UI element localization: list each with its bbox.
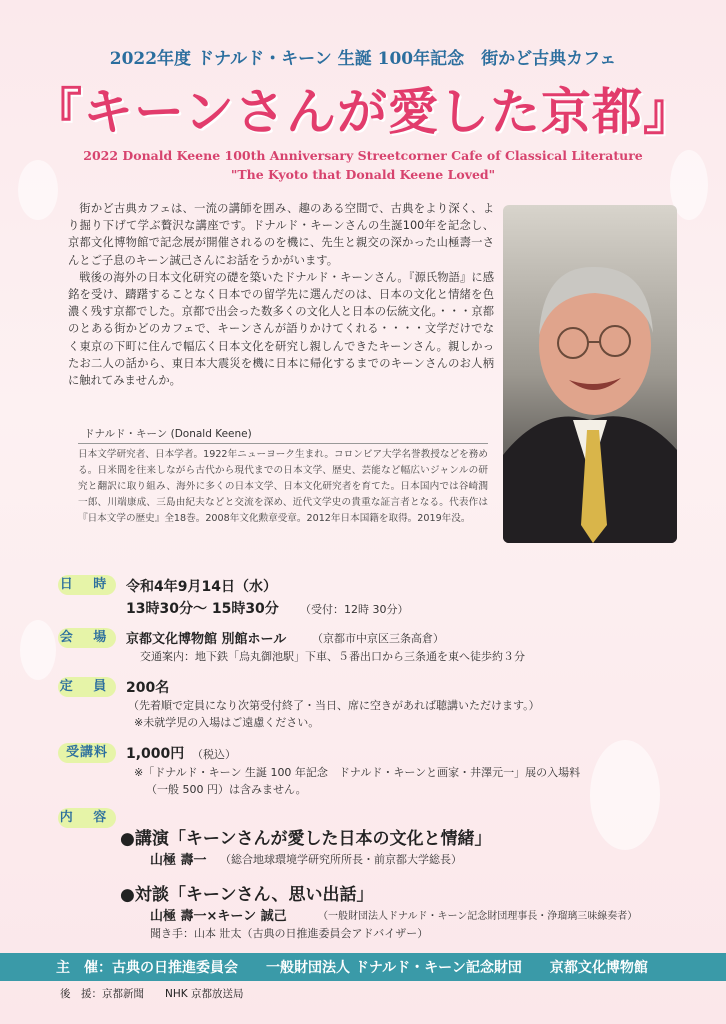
time-note: （受付：12時 30分）: [300, 603, 409, 616]
sponsors: 後 援：京都新聞 NHK 京都放送局: [60, 988, 244, 1000]
time-value: 13時30分～ 15時30分: [126, 601, 279, 617]
capacity-value: 200名: [126, 680, 170, 696]
profile-name-en: (Donald Keene): [170, 428, 252, 440]
date-label: 日 時: [58, 575, 116, 595]
venue-value: 京都文化博物館 別館ホール: [126, 632, 287, 647]
venue-note: （京都市中京区三条高倉）: [312, 632, 444, 645]
donald-keene-photo: [503, 205, 677, 543]
profile-name-ja: ドナルド・キーン: [84, 428, 168, 440]
profile-heading: [78, 426, 488, 441]
fee-note-1: ※「ドナルド・キーン 生誕 100 年記念 ドナルド・キーンと画家・井澤元一」展の入場料: [134, 766, 581, 779]
organizers: 主 催：古典の日推進委員会 一般財団法人 ドナルド・キーン記念財団 京都文化博物館: [56, 960, 648, 976]
date-value: 令和4年9月14日（水）: [126, 579, 277, 595]
fee-note-2: （一般 500 円）は含みません。: [146, 783, 307, 796]
lecture-title: ●講演「キーンさんが愛した日本の文化と情緒」: [120, 829, 492, 849]
fee-tax: （税込）: [192, 748, 236, 761]
decor-bunny: [20, 620, 56, 680]
profile-text: 日本文学研究者、日本学者。1922年ニューヨーク生まれ。コロンビア大学名誉教授などを務める。日米間を往来しながら古代から現代までの日本文学、歴史、芸能など幅広いジャンルの研究と翻訳に取り組み、海外に多くの日本文学、日本文化研究者を育てた。日本国内では谷崎潤一郎、川端康成、三島由紀夫などと交流を深め、近代文学史の貴重な証言者となる。代表作は『日本文学の歴史』全18巻。2008年文化勲章受章。2012年日本国籍を取得。2019年没。: [78, 449, 488, 524]
fee-label: 受講料: [58, 743, 116, 763]
interviewer: 聞き手：山本 壯太（古典の日推進委員会アドバイザー）: [150, 927, 429, 940]
lecture-speaker-note: （総合地球環境学研究所所長・前京都大学総長）: [220, 853, 462, 866]
venue-label: 会 場: [58, 628, 116, 648]
access-info: 交通案内：地下鉄「烏丸御池駅」下車、５番出口から三条通を東へ徒歩約３分: [140, 650, 525, 663]
lecture-speaker: 山極 壽一: [150, 853, 207, 868]
decor-bunny: [590, 740, 660, 850]
english-title-line2: "The Kyoto that Donald Keene Loved": [230, 167, 496, 182]
capacity-note-2: ※未就学児の入場はご遠慮ください。: [134, 716, 320, 729]
page-title: 『キーンさんが愛した京都』: [32, 83, 694, 141]
header-subtitle: 2022年度 ドナルド・キーン 生誕 100年記念 街かど古典カフェ: [109, 49, 617, 69]
english-title-line1: 2022 Donald Keene 100th Anniversary Streetcorner Cafe of Classical Literature: [83, 148, 643, 163]
intro-paragraph-1: 街かど古典カフェは、一流の講師を囲み、趣のある空間で、古典をより深く、より掘り下げて学ぶ贅沢な講座です。ドナルド・キーンさんの生誕100年を記念し、京都文化博物館で記念展が開催されるのを機に、先生と親交の深かった山極壽一さんとご子息のキーン誠己さんにお話をうかがいます。: [68, 202, 494, 267]
content-label: 内 容: [58, 808, 116, 828]
intro-paragraph-2: 戦後の海外の日本文化研究の礎を築いたドナルド・キーンさん。『源氏物語』に感銘を受け、躊躇することなく日本での留学先に選んだのは、日本の文化と情緒を色濃く残す京都でした。京都で出会った数多くの文化人と日本の伝統文化。・・・京都のとある街かどのカフェで、キーンさんが語りかけてくれる・・・・文学だけでなく東京の下町に住んで幅広く日本文化を研究し親しんできたキーンさん。親しかったお二人の話から、東日本大震災を機に日本に帰化するまでのキーンさんのお人柄に触れてみませんか。: [68, 270, 494, 388]
fee-value: 1,000円: [126, 746, 185, 762]
capacity-label: 定 員: [58, 677, 116, 697]
capacity-note-1: （先着順で定員になり次第受付終了・当日、席に空きがあれば聴講いただけます。）: [128, 699, 540, 712]
profile-divider: [78, 443, 488, 444]
talk-title: ●対談「キーンさん、思い出話」: [120, 885, 374, 905]
talk-speakers: 山極 壽一×キーン 誠己: [150, 909, 287, 924]
portrait-illustration: [503, 205, 677, 543]
profile-section: [78, 426, 488, 548]
intro-section: [68, 200, 494, 425]
talk-speakers-note: （一般財団法人ドナルド・キーン記念財団理事長・浄瑠璃三味線奏者）: [318, 911, 638, 922]
